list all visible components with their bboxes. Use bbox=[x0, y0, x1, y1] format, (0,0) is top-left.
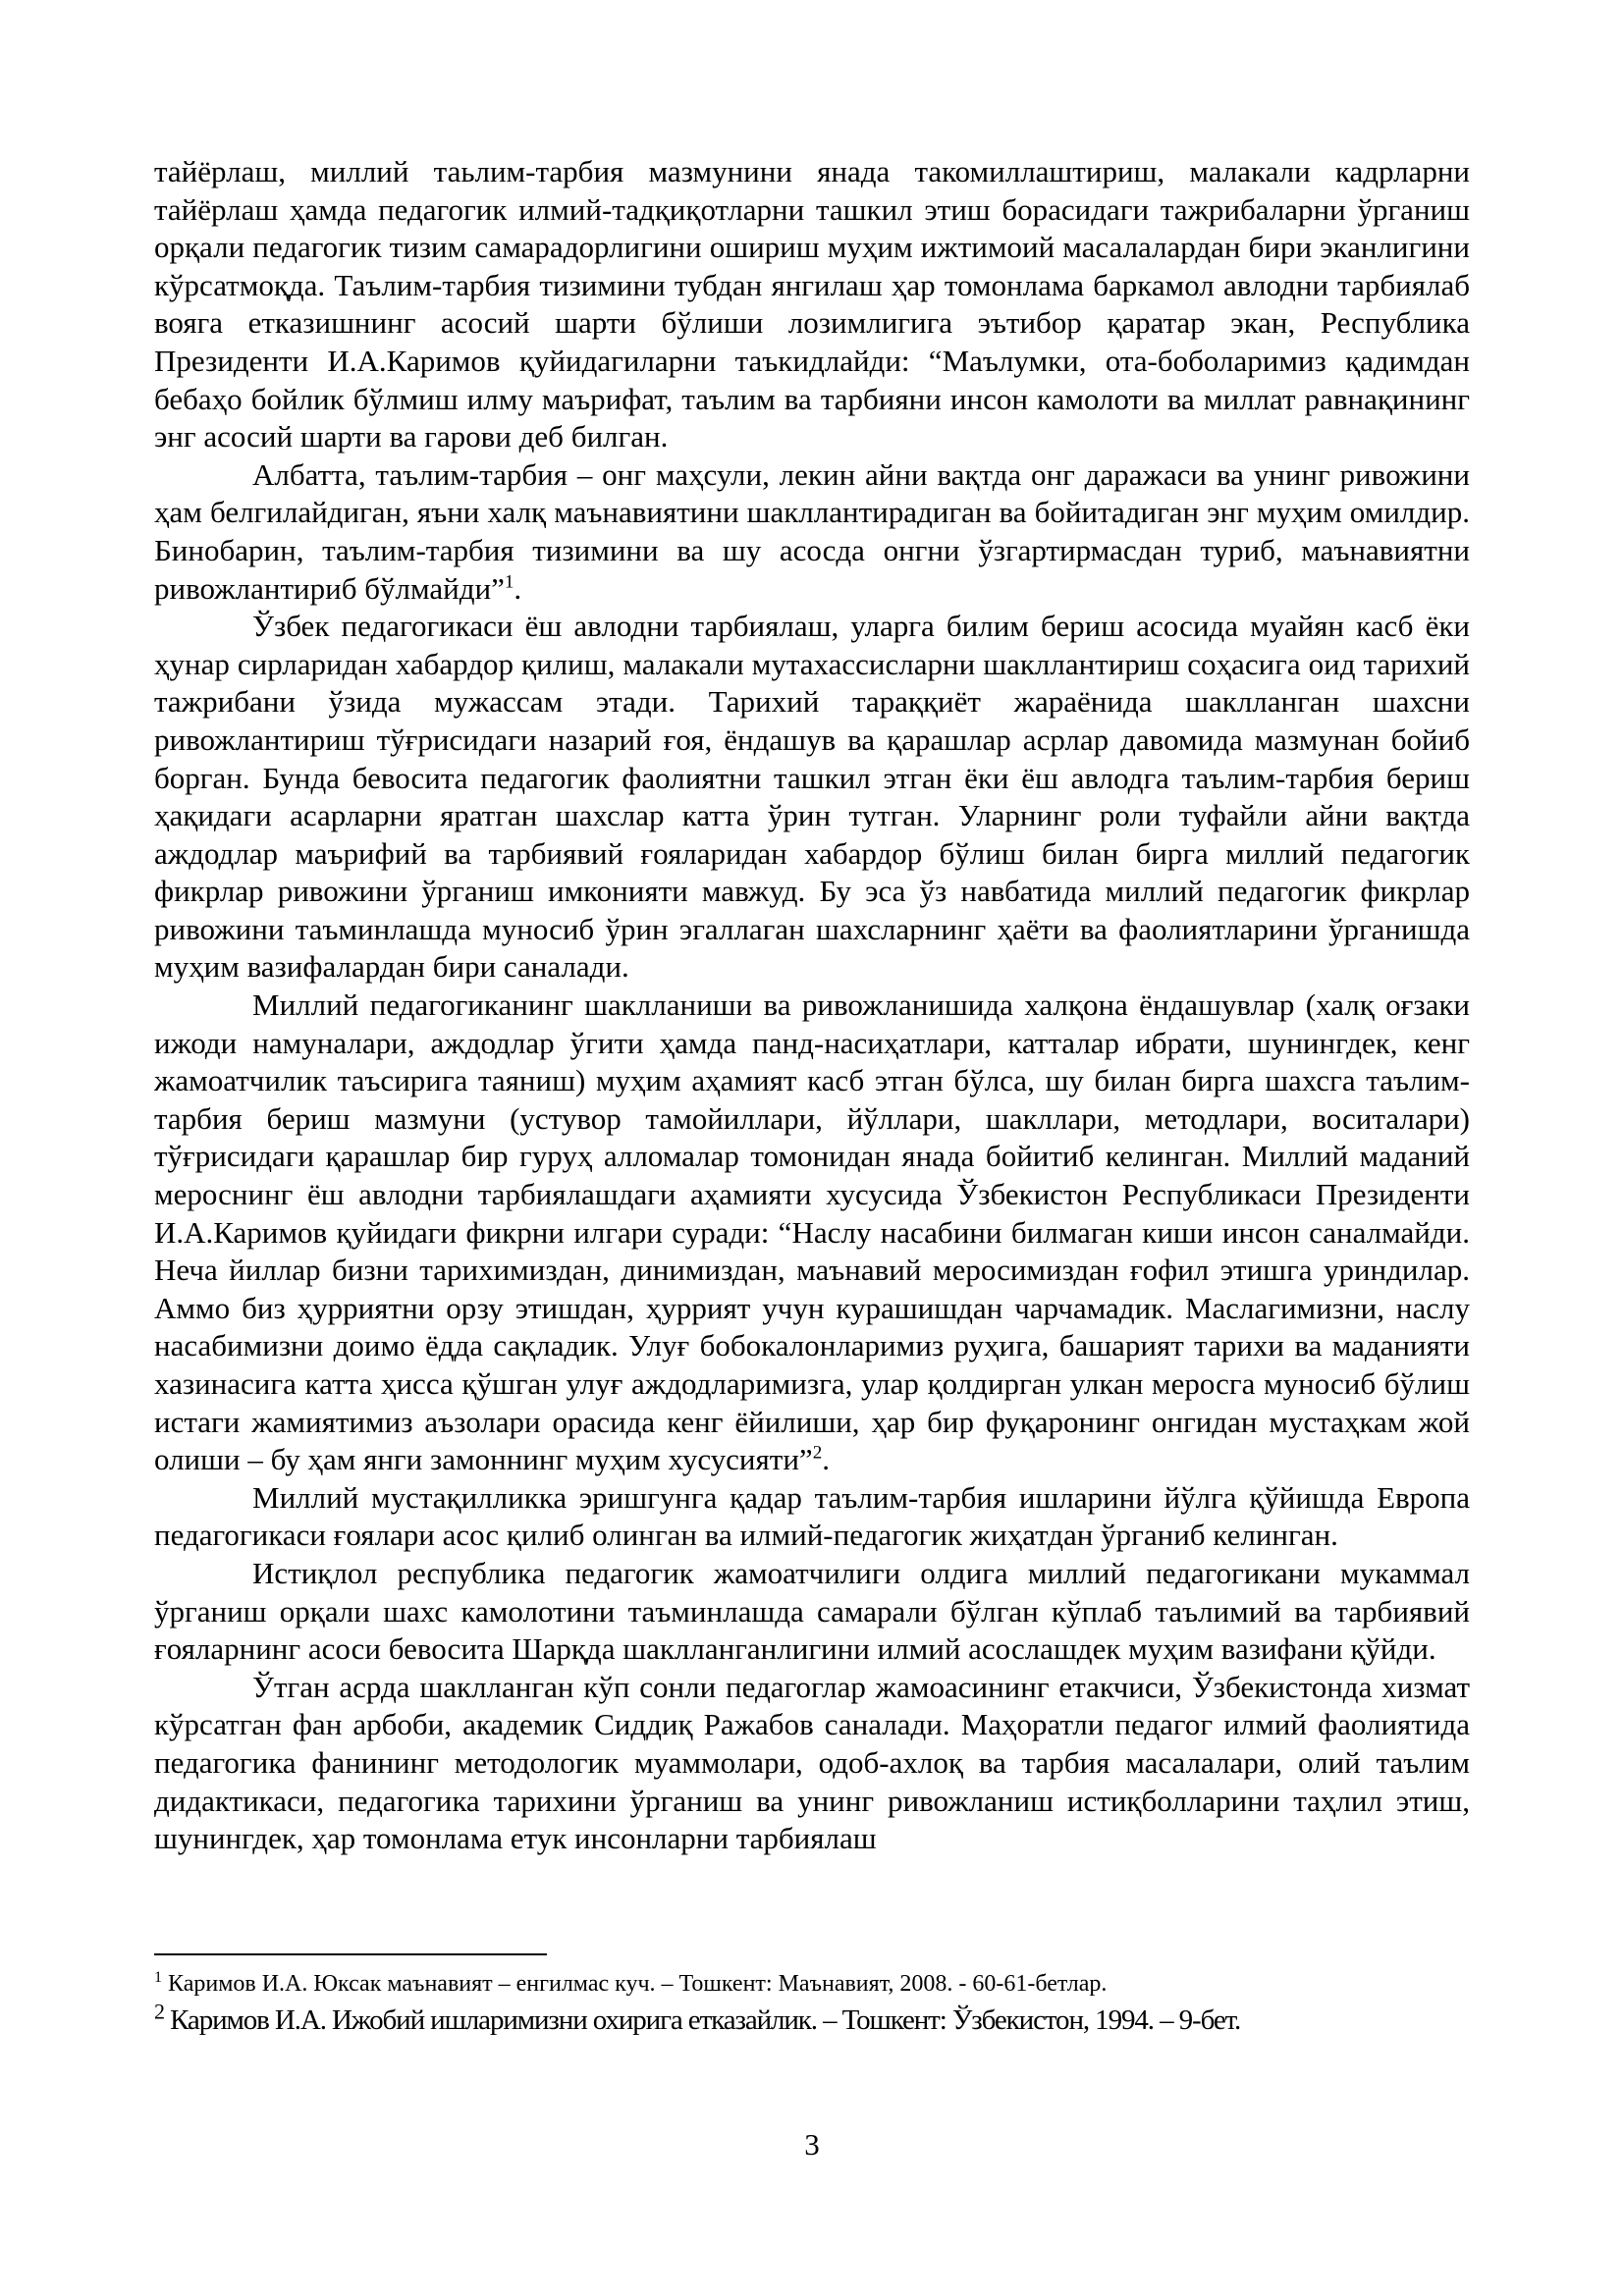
footnote-marker-1: 1 bbox=[154, 1969, 162, 1986]
paragraph-4: Миллий педагогиканинг шаклланиши ва ривожланишида халқона ёндашувлар (халқ оғзаки ижоди намуналари, аждодлар ўгити ҳамда панд-насиҳатлари, катталар ибрати, шунингдек, кенг жамоатчилик таъсирига таяниш) муҳим аҳамият касб этган бўлса, шу билан бирга шахсга таълим-тарбия бериш мазмуни (устувор тамойиллари, йўллари, шакллари, методлари, воситалари) тўғрисидаги қарашлар бир гуруҳ алломалар томонидан янада бойитиб келинган. Миллий маданий мероснинг ёш авлодни тарбиялашдаги аҳамияти хусусида Ўзбекистон Республикаси Президенти И.А.Каримов қуйидаги фикрни илгари суради: “Наслу насабини билмаган киши инсон саналмайди. Неча йиллар бизни тарихимиздан, динимиздан, маънавий меросимиздан ғофил этишга уриндилар. Аммо биз ҳурриятни орзу этишдан, ҳуррият учун курашишдан чарчамадик. Маслагимизни, наслу насабимизни доимо ёдда сақладик. Улуғ бобокалонларимиз руҳига, башарият тарихи ва маданияти хазинасига катта ҳисса қўшган улуғ аждодларимизга, улар қолдирган улкан меросга муносиб бўлиш истаги жамиятимиз аъзолари орасида кенг ёйилиши, ҳар бир фуқаронинг онгидан мустаҳкам жой олиши – бу ҳам янги замоннинг муҳим хусусияти”$^2$. bbox=[154, 988, 1470, 1477]
body-text bbox=[154, 153, 1470, 1858]
paragraph-7: Ўтган асрда шаклланган кўп сонли педагоглар жамоасининг етакчиси, Ўзбекистонда хизмат кўрсатган фан арбоби, академик Сиддиқ Ражабов саналади. Маҳоратли педагог илмий фаолиятида педагогика фанининг методологик муаммолари, одоб-ахлоқ ва тарбия масалалари, олий таълим дидактикаси, педагогика тарихини ўрганиш ва унинг ривожланиш истиқболларини таҳлил этиш, шунингдек, ҳар томонлама етук инсонларни тарбиялаш bbox=[154, 1669, 1470, 1856]
footnote-1-text: Каримов И.А. Юксак маънавият – енгилмас куч. – Тошкент: Маънавият, 2008. - 60-61-бетлар. bbox=[168, 1971, 1108, 1997]
footnote-2 bbox=[154, 2001, 1470, 2040]
paragraph-3: Ўзбек педагогикаси ёш авлодни тарбиялаш, уларга билим бериш асосида муайян касб ёки ҳунар сирларидан хабардор қилиш, малакали мутахассисларни шакллантириш соҳасига оид тарихий тажрибани ўзида мужассам этади. Тарихий тараққиёт жараёнида шаклланган шахсни ривожлантириш тўғрисидаги назарий ғоя, ёндашув ва қарашлар асрлар давомида мазмунан бойиб борган. Бунда бевосита педагогик фаолиятни ташкил этган ёки ёш авлодга таълим-тарбия бериш ҳақидаги асарларни яратган шахслар катта ўрин тутган. Уларнинг роли туфайли айни вақтда аждодлар маърифий ва тарбиявий ғояларидан хабардор бўлиш билан бирга миллий педагогик фикрлар ривожини ўрганиш имконияти мавжуд. Бу эса ўз навбатида миллий педагогик фикрлар ривожини таъминлашда муносиб ўрин эгаллаган шахсларнинг ҳаёти ва фаолиятларини ўрганишда муҳим вазифалардан бири саналади. bbox=[154, 609, 1470, 985]
footnote-marker-2: 2 bbox=[154, 1999, 164, 2024]
paragraph-1: тайёрлаш, миллий таьлим-тарбия мазмунини янада такомиллаштириш, малакали кадрларни тайёрлаш ҳамда педагогик илмий-тадқиқотларни ташкил этиш борасидаги тажрибаларни ўрганиш орқали педагогик тизим самарадорлигини ошириш муҳим ижтимоий масалалардан бири эканлигини кўрсатмоқда. Таълим-тарбия тизимини тубдан янгилаш ҳар томонлама баркамол авлодни тарбиялаб вояга етказишнинг асосий шарти бўлиши лозимлигига эътибор қаратар экан, Республика Президенти И.А.Каримов қуйидагиларни таъкидлайди: “Маълумки, ота-боболаримиз қадимдан бебаҳо бойлик бўлмиш илму маърифат, таълим ва тарбияни инсон камолоти ва миллат равнақининг энг асосий шарти ва гарови деб билган. bbox=[154, 154, 1470, 454]
paragraph-6: Истиқлол республика педагогик жамоатчилиги олдига миллий педагогикани мукаммал ўрганиш орқали шахс камолотини таъминлашда самарали бўлган кўплаб таълимий ва тарбиявий ғояларнинг асоси бевосита Шарқда шаклланганлигини илмий асослашдек муҳим вазифани қўйди. bbox=[154, 1555, 1470, 1667]
footnote-separator bbox=[154, 1953, 547, 1955]
footnote-1 bbox=[154, 1967, 1470, 2001]
footnotes bbox=[154, 1967, 1470, 2040]
paragraph-5: Миллий мустақилликка эришгунга қадар таълим-тарбия ишларини йўлга қўйишда Европа педагогикаси ғоялари асос қилиб олинган ва илмий-педагогик жиҳатдан ўрганиб келинган. bbox=[154, 1479, 1470, 1553]
footnote-2-text: Каримов И.А. Ижобий ишларимизни охирига етказайлик. – Тошкент: Ўзбекистон, 1994. – 9-бет. bbox=[170, 2004, 1241, 2036]
page-number: 3 bbox=[804, 2127, 820, 2162]
paragraph-2: Албатта, таълим-тарбия – онг маҳсули, лекин айни вақтда онг даражаси ва унинг ривожини ҳам белгилайдиган, яъни халқ маънавиятини шакллантирадиган ва бойитадиган энг муҳим омилдир. Бинобарин, таълим-тарбия тизимини ва шу асосда онгни ўзгартирмасдан туриб, маънавиятни ривожлантириб бўлмайди”$^1$. bbox=[154, 456, 1470, 606]
footnote-ref-2[interactable]: 2 bbox=[812, 1442, 823, 1464]
footnote-ref-1[interactable]: 1 bbox=[504, 571, 514, 593]
